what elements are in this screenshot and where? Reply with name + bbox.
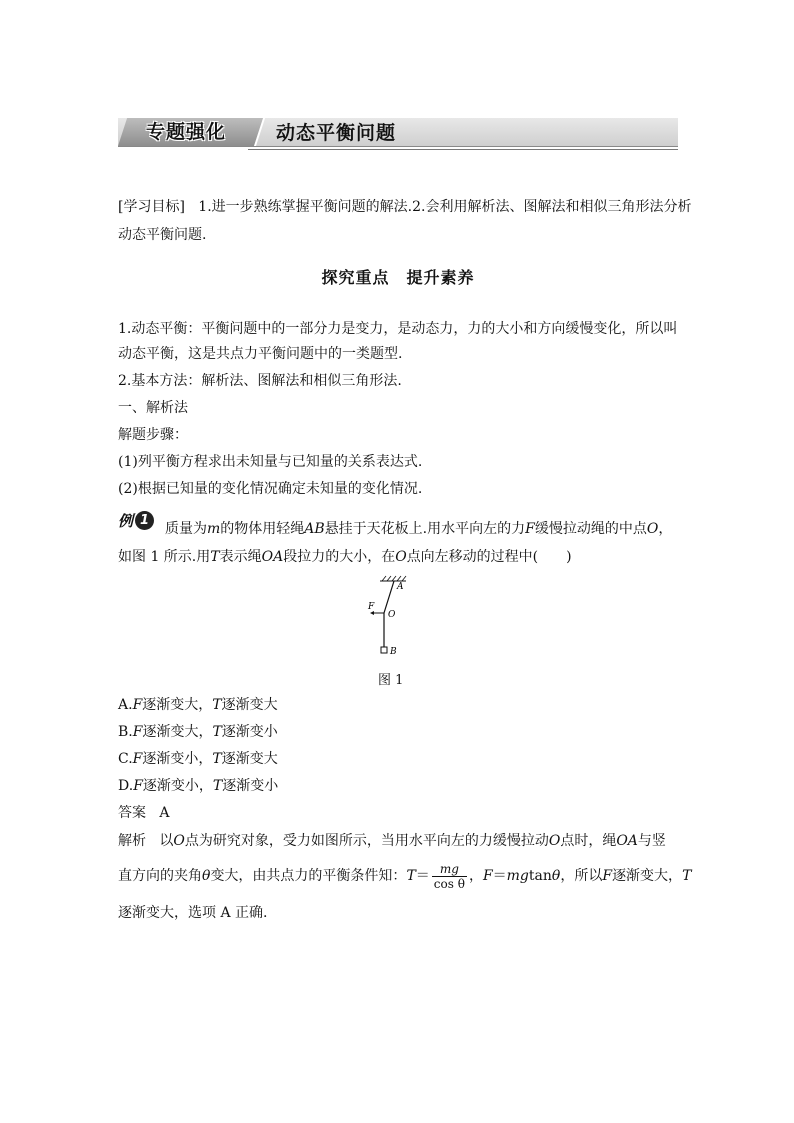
an-text: 直方向的夹角 <box>118 868 202 884</box>
point-1-line-1: 1.动态平衡：平衡问题中的一部分力是变力，是动态力，力的大小和方向缓慢变化，所以叫 <box>118 321 678 337</box>
option-text: 逐渐变大 <box>221 751 278 767</box>
page-title: 动态平衡问题 <box>276 122 397 144</box>
an-var: O <box>548 833 561 849</box>
an-text: 与竖 <box>637 833 666 849</box>
an-var: F <box>482 868 493 884</box>
header-banner <box>118 118 678 154</box>
an-text: ，所以 <box>560 868 603 884</box>
fraction-denominator: cos θ <box>433 876 465 891</box>
an-var: OA <box>616 833 638 849</box>
formula-fraction <box>432 862 467 891</box>
q-text: 点向左移动的过程中( ) <box>406 549 572 565</box>
q-var: OA <box>261 549 284 565</box>
option-text: 逐渐变大， <box>142 724 213 740</box>
option-var: F <box>132 697 143 713</box>
option-text: 逐渐变小， <box>142 751 213 767</box>
objectives-text-1: 1.进一步熟练掌握平衡问题的解法.2.会利用解析法、图解法和相似三角形法分析 <box>198 199 692 215</box>
an-var: F <box>602 868 613 884</box>
option-letter: A. <box>118 697 133 713</box>
option-b <box>118 721 278 743</box>
option-letter: B. <box>118 724 133 740</box>
steps-label: 解题步骤： <box>118 427 188 443</box>
option-var: F <box>133 778 143 794</box>
objectives-line-1 <box>118 196 691 218</box>
option-text: 逐渐变大， <box>142 697 213 713</box>
option-var: T <box>212 697 222 713</box>
option-var: T <box>212 724 222 740</box>
q-var: T <box>210 549 220 565</box>
section-title: 探究重点 提升素养 <box>321 268 475 287</box>
option-var: T <box>212 778 223 794</box>
answer-value: A <box>159 805 170 821</box>
an-text: 点为研究对象，受力如图所示，当用水平向左的力缓慢拉动 <box>184 833 549 849</box>
an-var: mg <box>506 868 529 884</box>
an-text: tan <box>528 868 552 884</box>
q-text: 悬挂于天花板上.用水平向左的力 <box>324 521 526 537</box>
analysis-line-3: 逐渐变大，选项 A 正确. <box>118 905 268 921</box>
answer-line <box>118 802 169 824</box>
analysis-label: 解析 <box>118 833 146 849</box>
point-1-line-2: 动态平衡，这是共点力平衡问题中的一类题型. <box>118 346 403 362</box>
option-letter: D. <box>118 778 134 794</box>
an-text: ， <box>468 868 483 884</box>
question-line-1 <box>165 518 672 540</box>
example-label: 例 <box>118 512 134 530</box>
step-1: (1)列平衡方程求出未知量与已知量的关系表达式. <box>118 454 423 470</box>
answer-label: 答案 <box>118 805 146 821</box>
point-2: 2.基本方法：解析法、图解法和相似三角形法. <box>118 373 402 389</box>
option-text: 逐渐变小 <box>222 778 279 794</box>
option-text: 逐渐变大 <box>221 697 278 713</box>
an-text: ＝ <box>492 868 507 884</box>
label-b: B <box>390 647 397 657</box>
an-text: ＝ <box>415 868 430 884</box>
step-2: (2)根据已知量的变化情况确定未知量的变化情况. <box>118 481 423 497</box>
label-f: F <box>368 602 375 612</box>
option-text: 逐渐变小 <box>221 724 278 740</box>
option-c <box>118 748 278 770</box>
an-var: θ <box>202 868 211 884</box>
an-text: 以 <box>159 833 174 849</box>
option-a <box>118 694 278 716</box>
analysis-line-2 <box>118 860 691 892</box>
q-text: 的物体用轻绳 <box>220 521 305 537</box>
option-var: T <box>212 751 222 767</box>
q-text: 质量为 <box>165 521 207 537</box>
q-text: 段拉力的大小，在 <box>283 549 396 565</box>
q-text: 表示绳 <box>219 549 262 565</box>
option-d <box>118 775 278 797</box>
q-text: ， <box>658 521 673 537</box>
figure-rope-diagram <box>360 575 430 665</box>
label-a: A <box>397 582 404 592</box>
option-letter: C. <box>118 751 133 767</box>
an-text: 点时，绳 <box>560 833 617 849</box>
an-var: T <box>406 868 416 884</box>
example-number: 1 <box>135 511 154 530</box>
an-var: θ <box>551 868 561 884</box>
option-text: 逐渐变小， <box>142 778 213 794</box>
option-var: F <box>132 724 143 740</box>
an-text: 逐渐变大， <box>612 868 683 884</box>
objectives-line-2: 动态平衡问题. <box>118 227 207 243</box>
ceiling-hatch <box>380 576 406 581</box>
figure-caption: 图 1 <box>378 673 404 688</box>
method-1-heading: 一、解析法 <box>118 400 188 416</box>
question-line-2 <box>118 546 572 568</box>
option-var: F <box>132 751 143 767</box>
example-badge <box>118 510 154 532</box>
objectives-label: [学习目标] <box>118 199 185 215</box>
q-var: m <box>207 521 221 537</box>
an-var: T <box>682 868 692 884</box>
analysis-line-1 <box>118 830 666 852</box>
q-var: F <box>525 521 535 537</box>
fraction-numerator: mg <box>432 862 467 877</box>
q-text: 如图 1 所示.用 <box>118 549 211 565</box>
q-var: AB <box>304 521 325 537</box>
mass-block <box>381 647 387 653</box>
banner-underline <box>248 149 678 150</box>
q-var: O <box>395 549 407 565</box>
q-var: O <box>646 521 659 537</box>
rope-oa <box>384 581 394 613</box>
banner-tag-text: 专题强化 <box>146 121 227 143</box>
an-text: 变大，由共点力的平衡条件知： <box>210 868 407 884</box>
an-var: O <box>173 833 185 849</box>
q-text: 缓慢拉动绳的中点 <box>534 521 647 537</box>
label-o: O <box>388 610 396 620</box>
